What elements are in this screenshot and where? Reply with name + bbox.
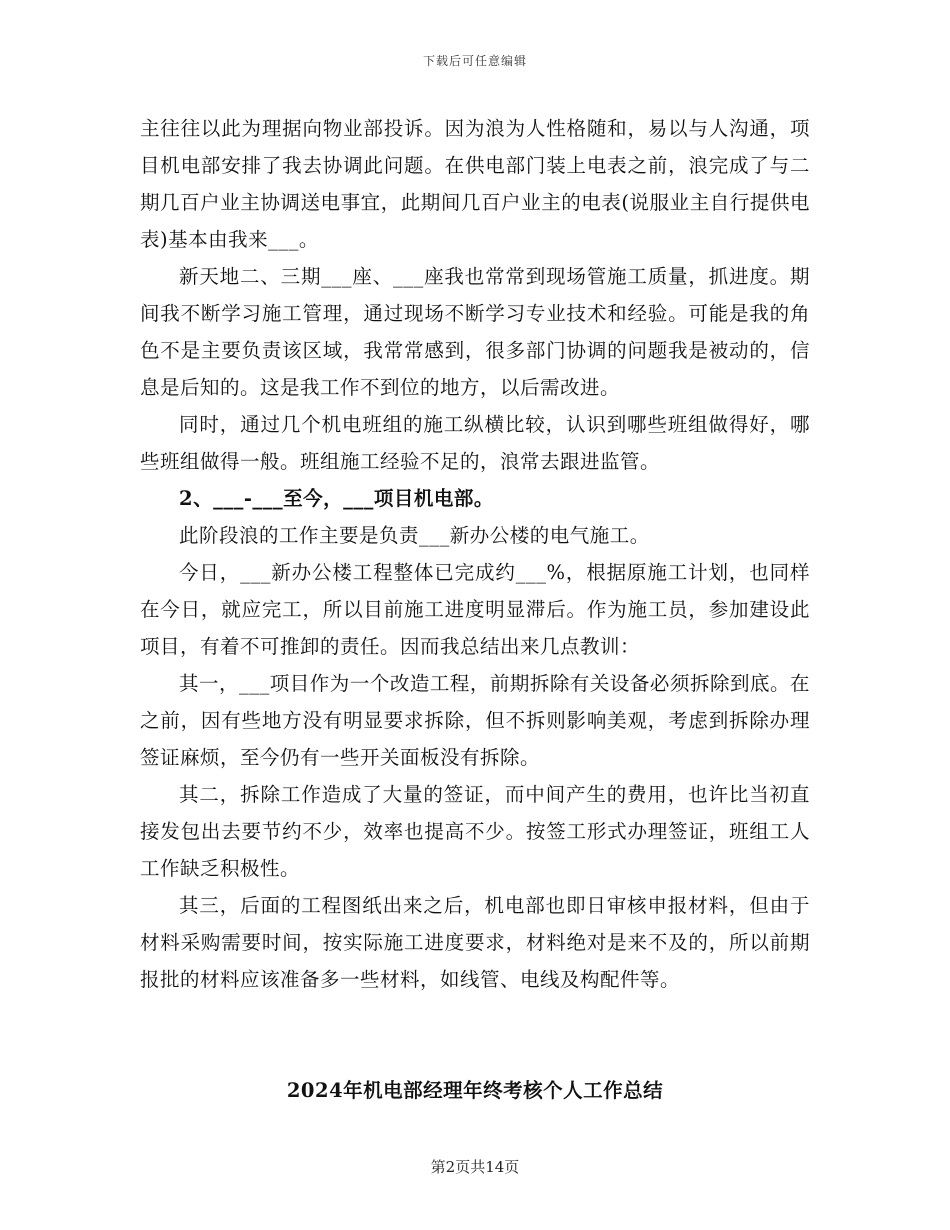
page-footer: 第2页共14页 [430, 1158, 520, 1176]
paragraph: 同时，通过几个机电班组的施工纵横比较，认识到哪些班组做得好，哪些班组做得一般。班组施工经验不足的，浪常去跟进监管。 [140, 413, 810, 473]
document-body [140, 110, 810, 998]
paragraph: 其一，___项目作为一个改造工程，前期拆除有关设备必须拆除到底。在之前，因有些地方没有明显要求拆除，但不拆则影响美观，考虑到拆除办理签证麻烦，至今仍有一些开关面板没有拆除。 [140, 672, 810, 769]
document-title: 2024年机电部经理年终考核个人工作总结 [286, 1079, 664, 1102]
paragraph: 今日，___新办公楼工程整体已完成约___%，根据原施工计划，也同样在今日，就应完工，所以目前施工进度明显滞后。作为施工员，参加建设此项目，有着不可推卸的责任。因而我总结出来几点教训： [140, 561, 810, 658]
section-heading: 2、___-___至今，___项目机电部。 [179, 487, 494, 510]
paragraph: 此阶段浪的工作主要是负责___新办公楼的电气施工。 [179, 524, 650, 547]
paragraph: 其二，拆除工作造成了大量的签证，而中间产生的费用，也许比当初直接发包出去要节约不少，效率也提高不少。按签工形式办理签证，班组工人工作缺乏积极性。 [140, 783, 810, 880]
paragraph: 主往往以此为理据向物业部投诉。因为浪为人性格随和，易以与人沟通，项目机电部安排了我去协调此问题。在供电部门装上电表之前，浪完成了与二期几百户业主协调送电事宜，此期间几百户业主的电表(说服业主自行提供电表)基本由我来___。 [140, 117, 810, 251]
paragraph: 新天地二、三期___座、___座我也常常到现场管施工质量，抓进度。期间我不断学习施工管理，通过现场不断学习专业技术和经验。可能是我的角色不是主要负责该区域，我常常感到，很多部门协调的问题我是被动的，信息是后知的。这是我工作不到位的地方，以后需改进。 [140, 265, 810, 399]
paragraph: 其三，后面的工程图纸出来之后，机电部也即日审核申报材料，但由于材料采购需要时间，按实际施工进度要求，材料绝对是来不及的，所以前期报批的材料应该准备多一些材料，如线管、电线及构配件等。 [140, 894, 810, 991]
page-header: 下载后可任意编辑 [422, 54, 527, 68]
